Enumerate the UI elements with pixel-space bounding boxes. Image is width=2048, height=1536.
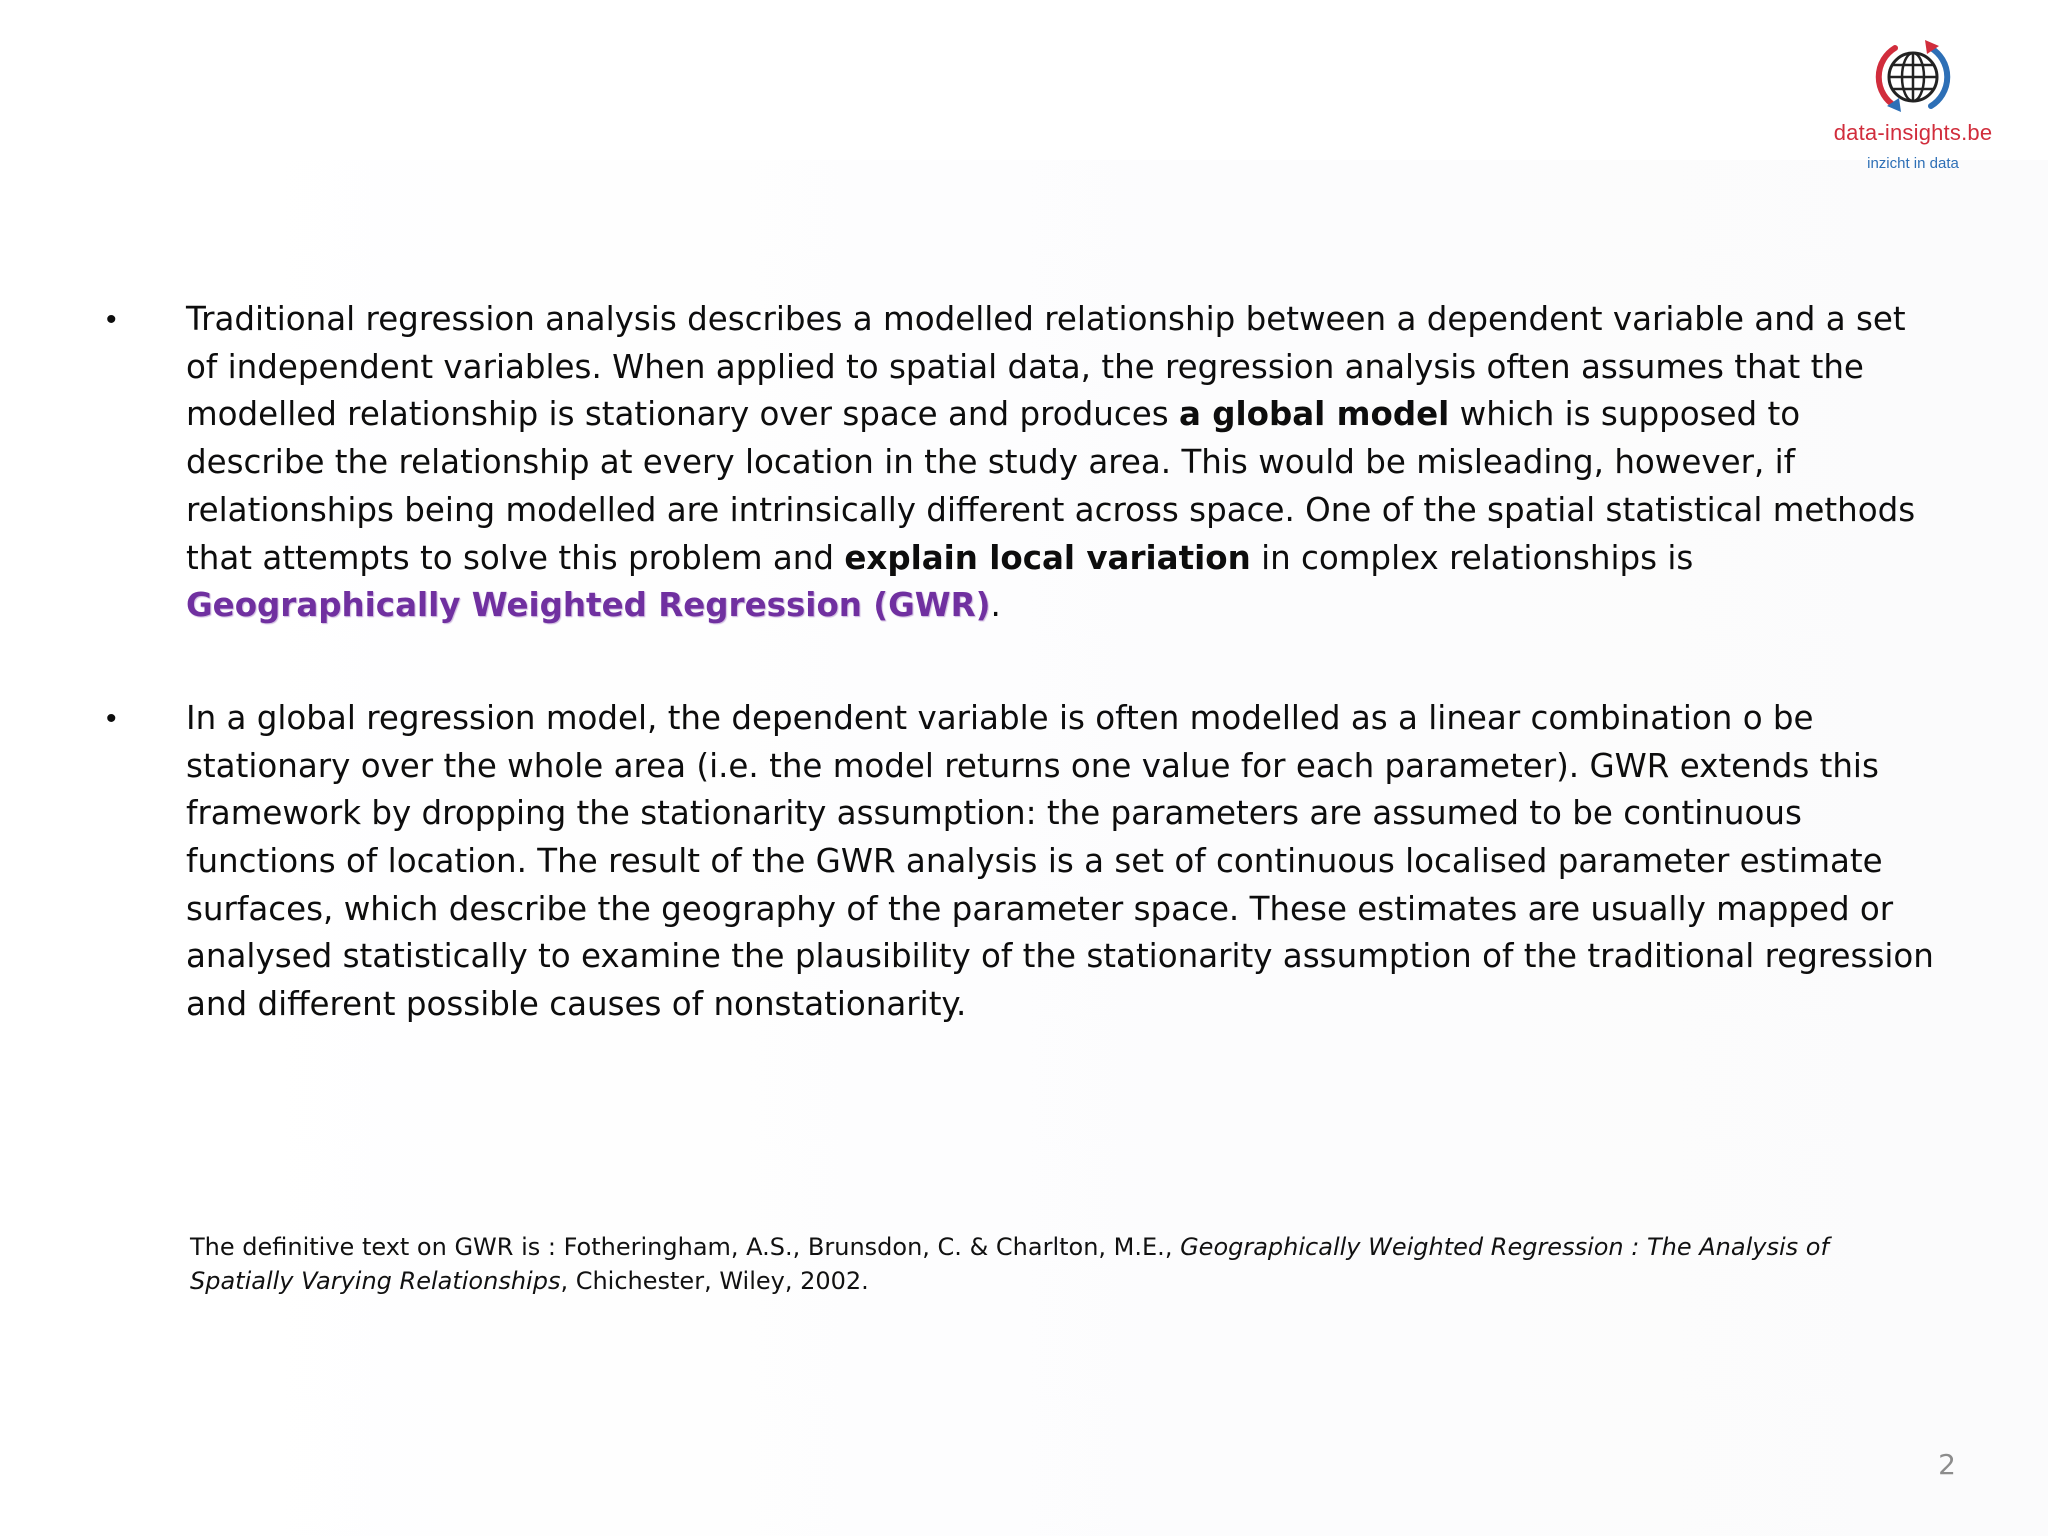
paragraph-text: in complex relationships is — [1250, 538, 1694, 577]
paragraph-text: . — [990, 586, 1001, 625]
bullet-item-gwr-framework — [106, 695, 1936, 1029]
paragraph-text: which is supposed to describe the relationship at every location in the study area. This would be misleading, however, if relationships being modelled are intrinsically different across space. One of the spatial statistical methods that attempts to solve this problem and — [186, 395, 1916, 577]
gwr-highlight: Geographically Weighted Regression (GWR) — [186, 586, 991, 625]
paragraph-text: In a global regression model, the dependent variable is often modelled as a linear combination o be stationary over the whole area (i.e. the model returns one value for each parameter). GWR extends this framework by dropping the stationarity assumption: the parameters are assumed to be continuous functions of location. The result of the GWR analysis is a set of continuous localised parameter estimate surfaces, which describe the geography of the parameter space. These estimates are usually mapped or analysed statistically to examine the plausibility of the stationarity assumption of the traditional regression and different possible causes of nonstationarity. — [186, 698, 1934, 1024]
reference-prefix: The definitive text on GWR is : Fotheringham, A.S., Brunsdon, C. & Charlton, M.E., — [190, 1233, 1181, 1261]
reference-suffix: , Chichester, Wiley, 2002. — [560, 1267, 869, 1295]
logo — [1818, 36, 2008, 186]
bullet-item-gwr-definition — [106, 296, 1936, 630]
reference-citation — [190, 1230, 1890, 1298]
logo-tagline: inzicht in data — [1867, 155, 1959, 172]
bullet-symbol: • — [106, 303, 117, 336]
logo-name: data-insights.be — [1833, 120, 1993, 145]
bold-phrase-local-variation: explain local variation — [844, 538, 1251, 577]
globe-icon — [1873, 36, 1953, 116]
reference-book-title: Geographically Weighted Regression : The Analysis of Spatially Varying Relationships — [190, 1233, 1829, 1295]
paragraph-text: Traditional regression analysis describes a modelled relationship between a dependent variable and a set of independent variables. When applied to spatial data, the regression analysis often assumes that the modelled relationship is stationary over space and produces — [186, 300, 1906, 434]
bullet-symbol: • — [106, 701, 117, 735]
bold-phrase-global-model: a global model — [1179, 395, 1450, 434]
bullet-list — [106, 296, 1936, 1094]
page-number: 2 — [1938, 1448, 1956, 1481]
